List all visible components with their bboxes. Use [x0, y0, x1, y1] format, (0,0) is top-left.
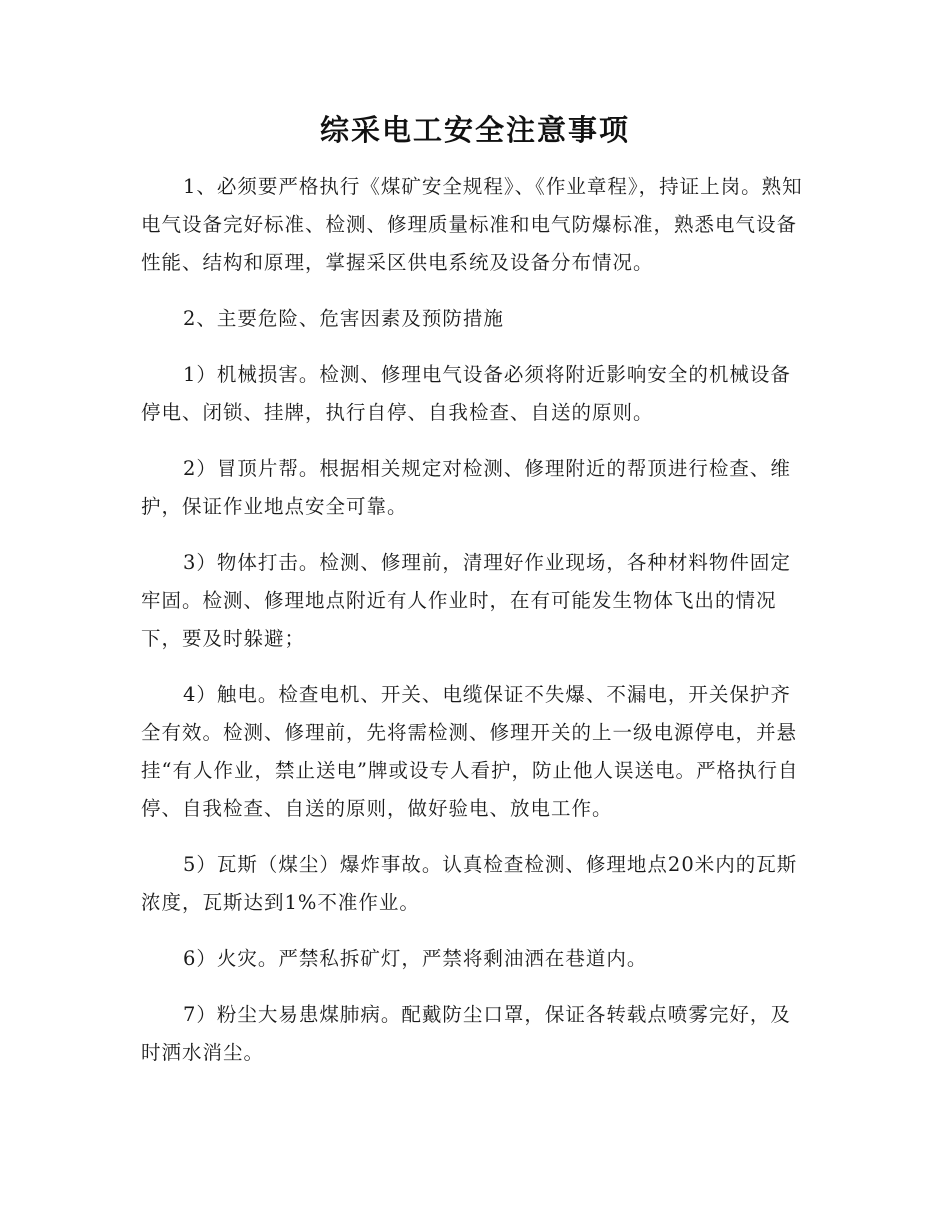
- document-body: [141, 168, 806, 1090]
- paragraph-certification: 1、必须要严格执行《煤矿安全规程》、《作业章程》，持证上岗。熟知电气设备完好标准、检测、修理质量标准和电气防爆标准，熟悉电气设备性能、结构和原理，掌握采区供电系统及设备分布情况。: [141, 175, 803, 274]
- paragraph-mechanical-injury: 1）机械损害。检测、修理电气设备必须将附近影响安全的机械设备停电、闭锁、挂牌，执行自停、自我检查、自送的原则。: [141, 363, 791, 424]
- paragraph-gas-explosion: 5）瓦斯（煤尘）爆炸事故。认真检查检测、修理地点20米内的瓦斯浓度，瓦斯达到1%不准作业。: [141, 853, 798, 914]
- paragraph-electric-shock: 4）触电。检查电机、开关、电缆保证不失爆、不漏电，开关保护齐全有效。检测、修理前，先将需检测、修理开关的上一级电源停电，并悬挂“有人作业，禁止送电”牌或设专人看护，防止他人误送电。严格执行自停、自我检查、自送的原则，做好验电、放电工作。: [141, 683, 799, 820]
- document-title: 综采电工安全注意事项: [319, 113, 630, 147]
- paragraph-object-strike: 3）物体打击。检测、修理前，清理好作业现场，各种材料物件固定牢固。检测、修理地点附近有人作业时，在有可能发生物体飞出的情况下，要及时躲避；: [141, 551, 791, 650]
- paragraph-hazards-heading: 2、主要危险、危害因素及预防措施: [183, 307, 504, 330]
- paragraph-roof-collapse: 2）冒顶片帮。根据相关规定对检测、修理附近的帮顶进行检查、维护，保证作业地点安全可靠。: [141, 457, 791, 518]
- paragraph-fire: 6）火灾。严禁私拆矿灯，严禁将剩油洒在巷道内。: [183, 947, 648, 970]
- paragraph-dust: 7）粉尘大易患煤肺病。配戴防尘口罩，保证各转载点喷雾完好，及时洒水消尘。: [141, 1003, 791, 1064]
